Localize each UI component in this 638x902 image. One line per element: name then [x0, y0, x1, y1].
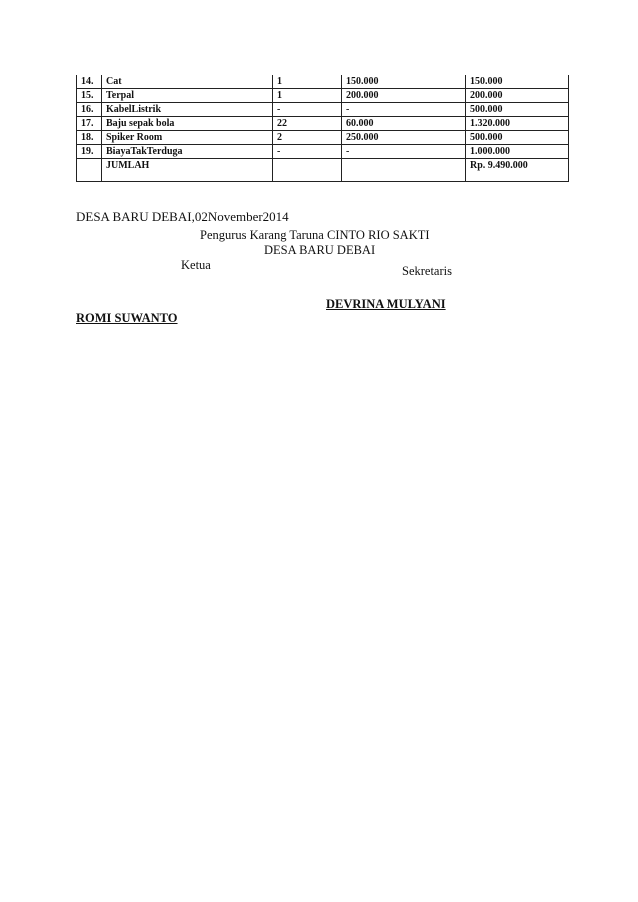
row-number: 19.	[77, 145, 102, 159]
item-qty: 2	[273, 131, 342, 145]
item-qty: 22	[273, 117, 342, 131]
budget-table	[76, 75, 569, 182]
row-number: 14.	[77, 75, 102, 89]
organization-name: Pengurus Karang Taruna CINTO RIO SAKTI	[200, 228, 430, 242]
organization-place: DESA BARU DEBAI	[264, 243, 376, 257]
item-price: 150.000	[342, 75, 466, 89]
total-qty	[273, 159, 342, 182]
item-price: 200.000	[342, 89, 466, 103]
row-number: 18.	[77, 131, 102, 145]
item-name: Cat	[102, 75, 273, 89]
table-row	[77, 117, 569, 131]
item-qty: -	[273, 103, 342, 117]
total-row	[77, 159, 569, 182]
secretary-name: DEVRINA MULYANI	[326, 297, 446, 311]
total-label: JUMLAH	[102, 159, 273, 182]
item-name: Baju sepak bola	[102, 117, 273, 131]
total-row-number	[77, 159, 102, 182]
item-price: 250.000	[342, 131, 466, 145]
row-number: 17.	[77, 117, 102, 131]
item-total: 200.000	[466, 89, 569, 103]
item-qty: 1	[273, 89, 342, 103]
item-total: 1.000.000	[466, 145, 569, 159]
item-total: 500.000	[466, 131, 569, 145]
place-date: DESA BARU DEBAI,02November2014	[76, 209, 289, 224]
item-qty: -	[273, 145, 342, 159]
total-value: Rp. 9.490.000	[466, 159, 569, 182]
item-price: 60.000	[342, 117, 466, 131]
row-number: 15.	[77, 89, 102, 103]
table-row	[77, 89, 569, 103]
item-name: Terpal	[102, 89, 273, 103]
item-qty: 1	[273, 75, 342, 89]
role-secretary: Sekretaris	[402, 264, 452, 278]
item-total: 1.320.000	[466, 117, 569, 131]
item-price: -	[342, 145, 466, 159]
item-name: KabelListrik	[102, 103, 273, 117]
table-row	[77, 103, 569, 117]
table-row	[77, 131, 569, 145]
item-name: Spiker Room	[102, 131, 273, 145]
item-total: 150.000	[466, 75, 569, 89]
item-total: 500.000	[466, 103, 569, 117]
total-price	[342, 159, 466, 182]
role-chairman: Ketua	[181, 258, 211, 272]
table-row	[77, 75, 569, 89]
item-name: BiayaTakTerduga	[102, 145, 273, 159]
chairman-name: ROMI SUWANTO	[76, 311, 178, 325]
row-number: 16.	[77, 103, 102, 117]
table-row	[77, 145, 569, 159]
item-price: -	[342, 103, 466, 117]
